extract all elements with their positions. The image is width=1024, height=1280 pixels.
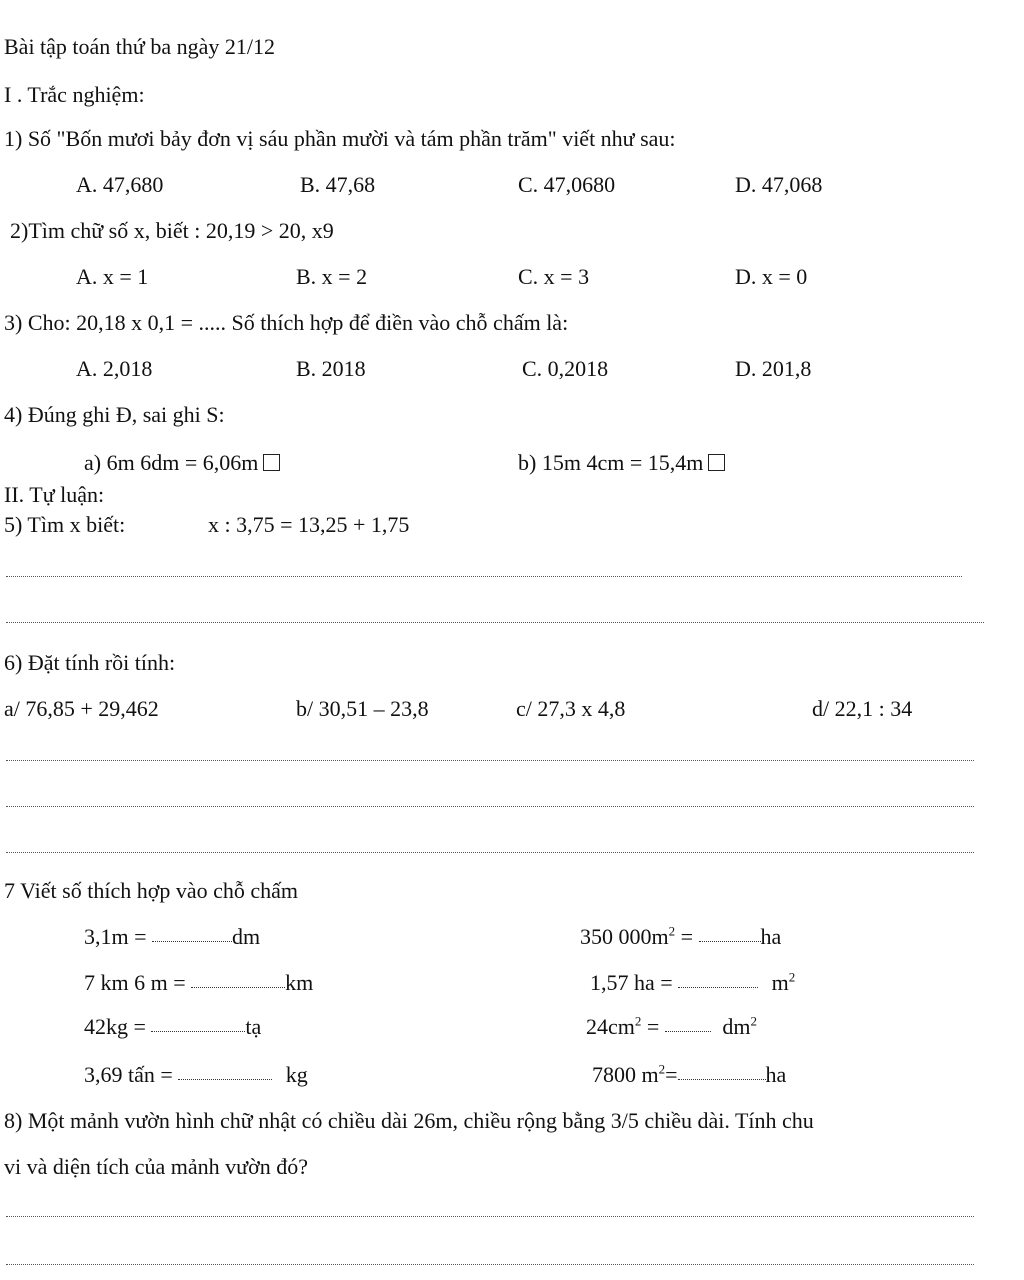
q4-item-b — [518, 452, 725, 474]
q7-r4r-sup: 2 — [658, 1061, 666, 1077]
q7-row2-right — [590, 969, 796, 995]
q7-r3r-blank[interactable] — [665, 1031, 711, 1032]
q7-r2l-post: km — [285, 970, 314, 995]
q7-r4r-post: ha — [765, 1062, 787, 1087]
q7-r2l-blank[interactable] — [191, 987, 285, 988]
q7-r3r-post: dm — [722, 1014, 751, 1039]
q7-r3r-mid: = — [641, 1014, 660, 1039]
q7-r2r-pre: 1,57 ha = — [590, 970, 673, 995]
q3-option-c[interactable]: C. 0,2018 — [522, 356, 609, 381]
question-6: 6) Đặt tính rồi tính: — [4, 650, 176, 675]
q6-item-b: b/ 30,51 – 23,8 — [296, 696, 429, 721]
q7-r4l-blank[interactable] — [178, 1079, 272, 1080]
q7-r3r-sup: 2 — [634, 1013, 642, 1029]
q7-r2r-blank[interactable] — [678, 987, 758, 988]
q1-option-b[interactable]: B. 47,68 — [300, 172, 376, 197]
q3-option-d[interactable]: D. 201,8 — [735, 356, 812, 381]
question-7: 7 Viết số thích hợp vào chỗ chấm — [4, 878, 299, 903]
q4-item-a — [84, 452, 280, 474]
q7-r1r-blank[interactable] — [699, 941, 761, 942]
q7-r1r-pre: 350 000m — [580, 924, 669, 949]
q4-item-a-text: a) 6m 6dm = 6,06m — [84, 450, 259, 475]
q7-r4r-pre: 7800 m — [592, 1062, 659, 1087]
q7-row1-right — [580, 923, 782, 949]
q1-option-a[interactable]: A. 47,680 — [76, 172, 164, 197]
q7-r3r-sup2: 2 — [750, 1013, 757, 1029]
q3-option-a[interactable]: A. 2,018 — [76, 356, 153, 381]
answer-line[interactable] — [6, 1216, 974, 1217]
q2-option-b[interactable]: B. x = 2 — [296, 264, 368, 289]
q1-option-d[interactable]: D. 47,068 — [735, 172, 823, 197]
q2-option-d[interactable]: D. x = 0 — [735, 264, 808, 289]
q6-item-c: c/ 27,3 x 4,8 — [516, 696, 626, 721]
q6-item-a: a/ 76,85 + 29,462 — [4, 696, 159, 721]
q7-r3l-pre: 42kg = — [84, 1014, 146, 1039]
q7-r3l-blank[interactable] — [151, 1031, 245, 1032]
section-multiple-choice: I . Trắc nghiệm: — [4, 82, 145, 107]
question-8-line-1: 8) Một mảnh vườn hình chữ nhật có chiều dài 26m, chiều rộng bằng 3/5 chiều dài. Tính chu — [4, 1108, 814, 1133]
q7-r1r-post: ha — [760, 924, 782, 949]
q7-r2l-pre: 7 km 6 m = — [84, 970, 186, 995]
answer-line[interactable] — [6, 622, 984, 623]
q7-r1l-blank[interactable] — [152, 941, 232, 942]
q7-r3l-post: tạ — [245, 1014, 262, 1039]
q2-option-a[interactable]: A. x = 1 — [76, 264, 149, 289]
q7-r1r-sup: 2 — [668, 923, 676, 939]
question-3: 3) Cho: 20,18 x 0,1 = ..... Số thích hợp để điền vào chỗ chấm là: — [4, 310, 569, 335]
question-5: 5) Tìm x biết: — [4, 512, 126, 537]
q7-r2r-sup: 2 — [788, 969, 796, 985]
q7-row4-right — [592, 1061, 787, 1087]
section-essay: II. Tự luận: — [4, 482, 105, 507]
q7-row1-left — [84, 926, 260, 948]
q4-a-checkbox[interactable] — [263, 454, 280, 471]
q7-r1l-post: dm — [232, 924, 261, 949]
q7-r3r-pre: 24cm — [586, 1014, 635, 1039]
question-1: 1) Số "Bốn mươi bảy đơn vị sáu phần mười và tám phần trăm" viết như sau: — [4, 126, 676, 151]
question-2: 2)Tìm chữ số x, biết : 20,19 > 20, x9 — [10, 218, 334, 243]
q7-r4r-blank[interactable] — [678, 1079, 766, 1080]
q7-r4l-pre: 3,69 tấn = — [84, 1062, 173, 1087]
q7-r4l-post: kg — [285, 1062, 308, 1087]
q6-item-d: d/ 22,1 : 34 — [812, 696, 913, 721]
question-4: 4) Đúng ghi Đ, sai ghi S: — [4, 402, 225, 427]
q7-row3-right — [586, 1013, 757, 1039]
q4-item-b-text: b) 15m 4cm = 15,4m — [518, 450, 704, 475]
q4-b-checkbox[interactable] — [708, 454, 725, 471]
answer-line[interactable] — [6, 760, 974, 761]
q7-r4r-mid: = — [665, 1062, 678, 1087]
answer-line[interactable] — [6, 852, 974, 853]
answer-line[interactable] — [6, 576, 962, 577]
q1-option-c[interactable]: C. 47,0680 — [518, 172, 616, 197]
answer-line[interactable] — [6, 806, 974, 807]
q2-option-c[interactable]: C. x = 3 — [518, 264, 590, 289]
q7-row3-left — [84, 1016, 261, 1038]
q7-row2-left — [84, 972, 313, 994]
q7-r1r-mid: = — [675, 924, 694, 949]
q7-row4-left — [84, 1064, 308, 1086]
question-5-expression: x : 3,75 = 13,25 + 1,75 — [208, 512, 410, 537]
answer-line[interactable] — [6, 1264, 974, 1265]
question-8-line-2: vi và diện tích của mảnh vườn đó? — [4, 1154, 308, 1179]
page-title: Bài tập toán thứ ba ngày 21/12 — [4, 34, 275, 59]
q7-r1l-pre: 3,1m = — [84, 924, 147, 949]
q3-option-b[interactable]: B. 2018 — [296, 356, 366, 381]
q7-r2r-post: m — [771, 970, 789, 995]
